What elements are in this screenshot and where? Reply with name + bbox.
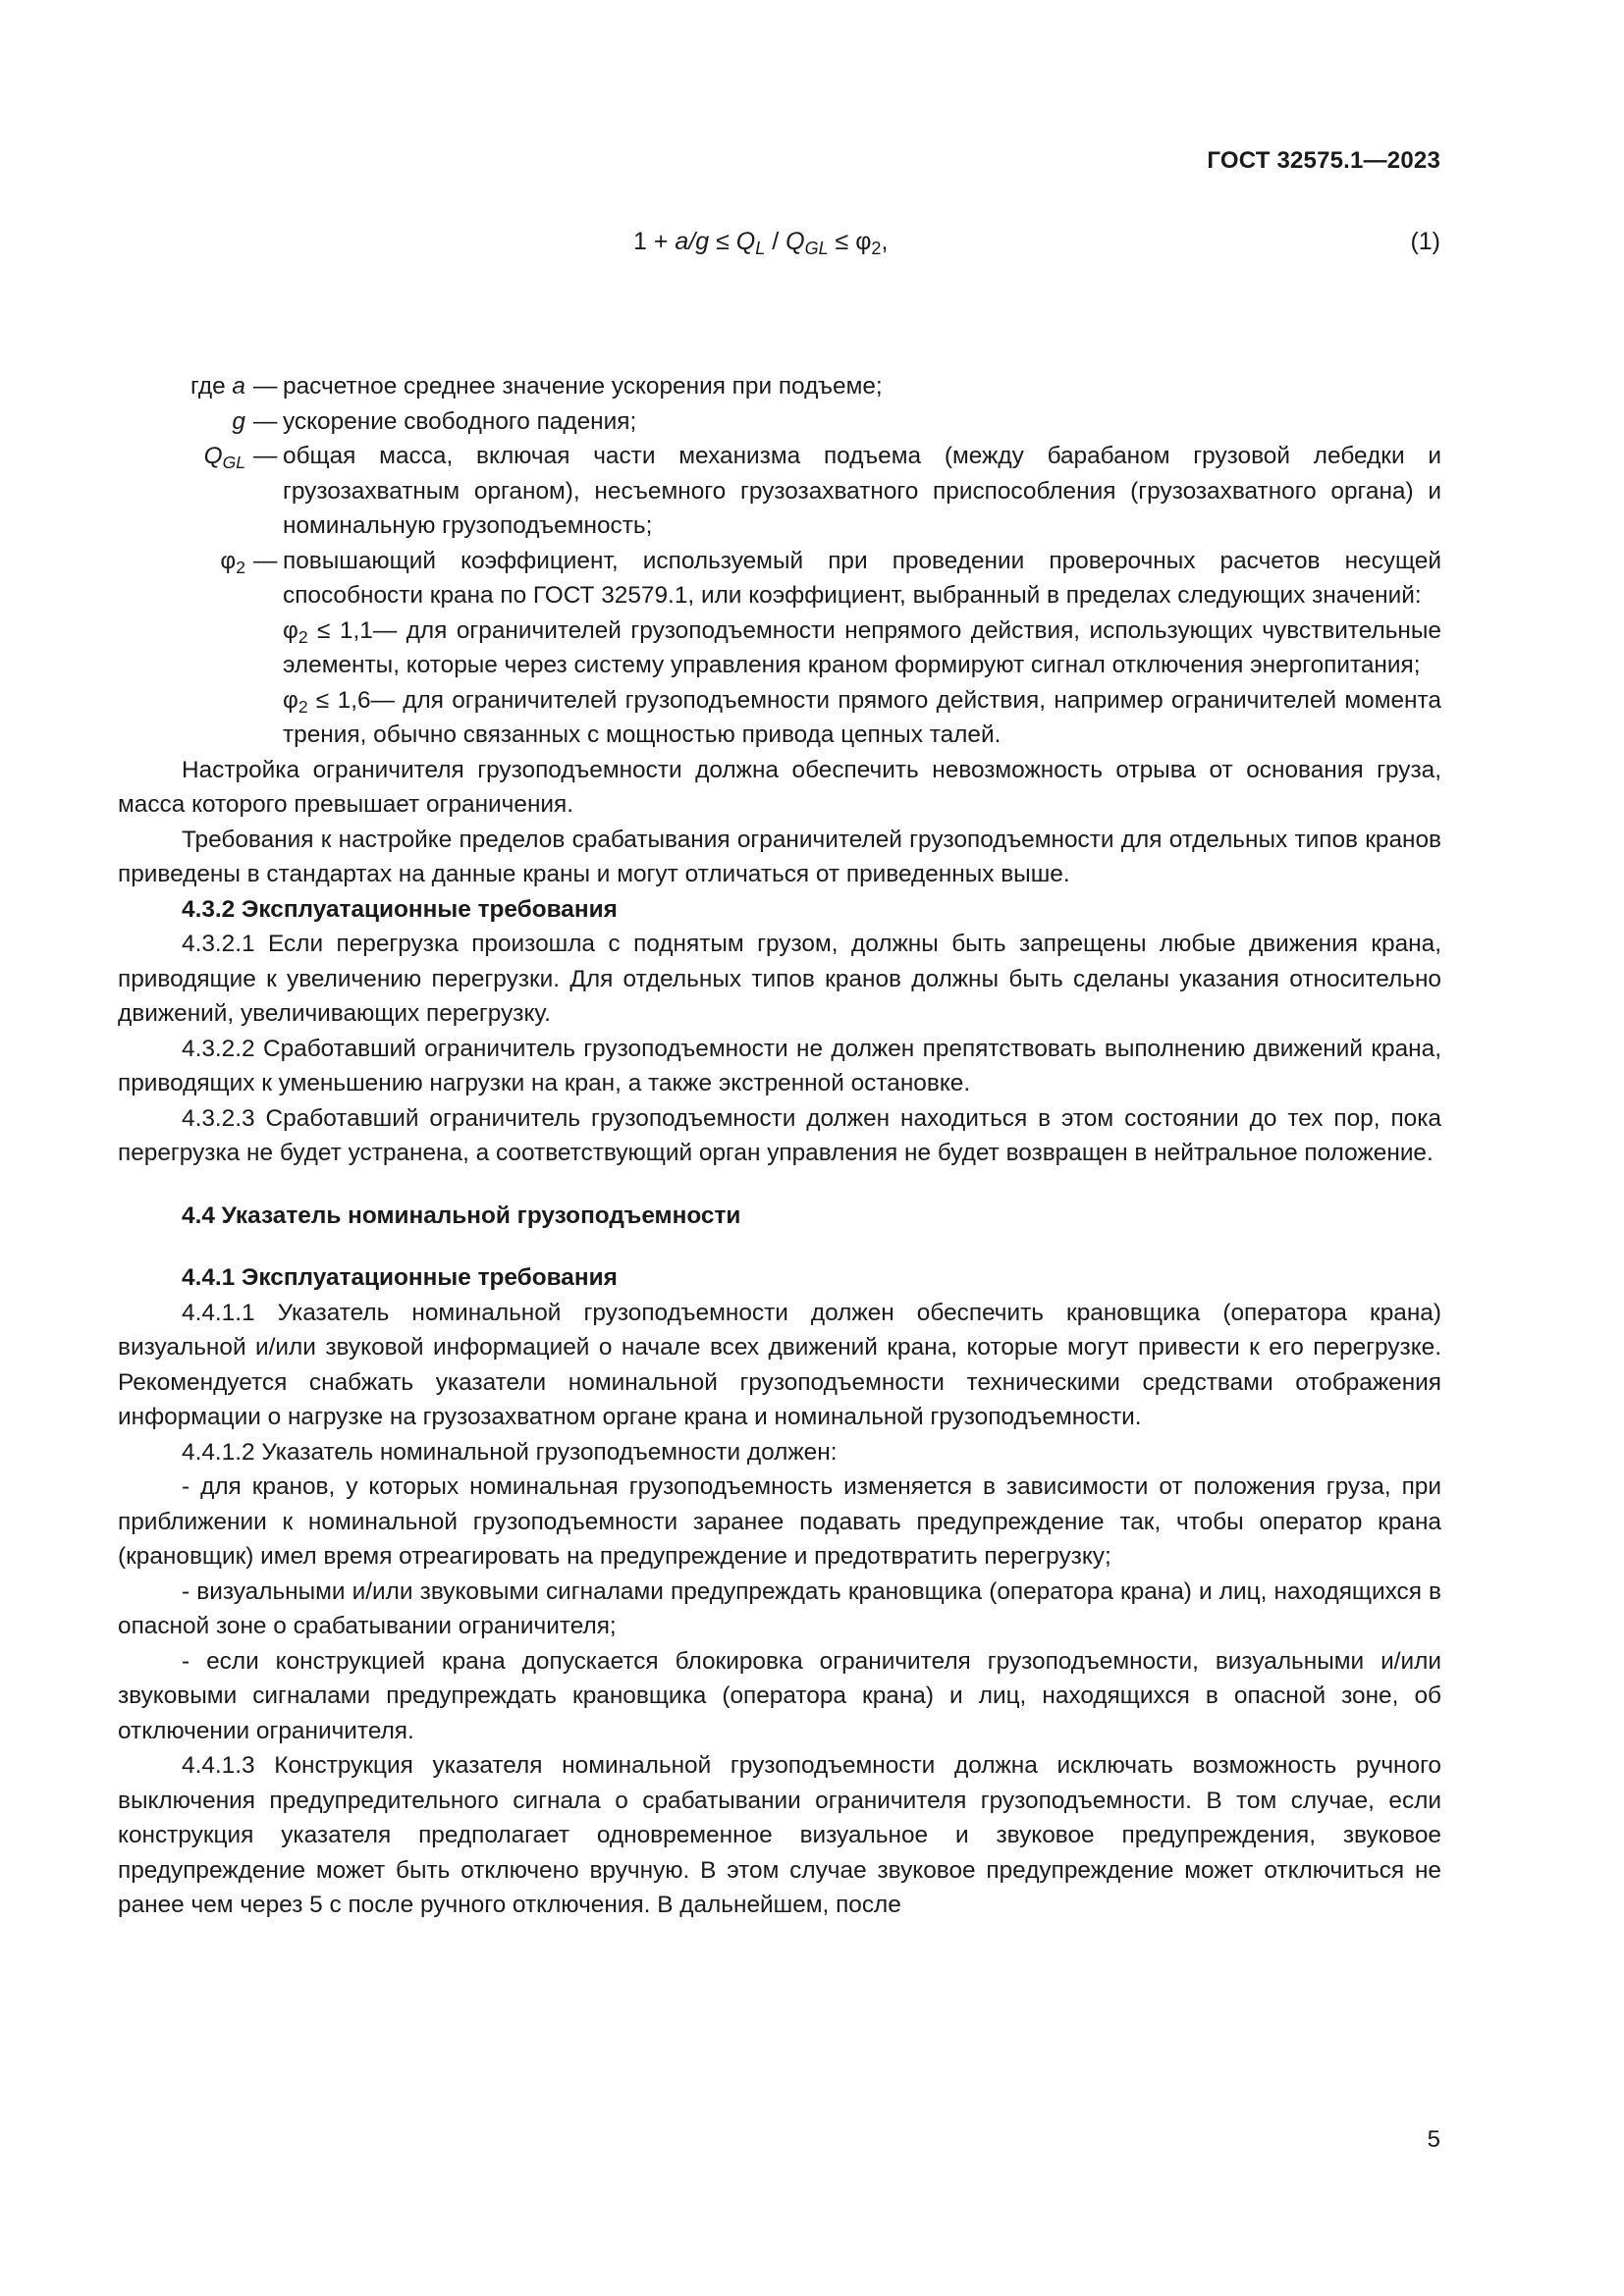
symbol-definitions (118, 369, 1441, 753)
formula-expression: $1 + a/g \le Q_L / Q_{GL} \le \varphi_2$, (633, 228, 889, 259)
phi-option-2: $\varphi_2$ ≤ 1,6— для ограничителей грузоподъемности прямого действия, например ограничителей момента трения, обычно связанных с мощностью привода цепных талей. (283, 686, 1441, 748)
paragraph-setting: Настройка ограничителя грузоподъемности должна обеспечить невозможность отрыва от основания груза, масса которого превышает ограничения. (118, 756, 1441, 818)
definition-a: где a — расчетное среднее значение ускорения при подъеме; (190, 373, 883, 400)
definition-phi2: $\varphi_2$ — повышающий коэффициент, используемый при проведении проверочных расчетов несущей способности крана по ГОСТ 32579.1, или коэффициент, выбранный в пределах следующих значений: $\varphi_2$ ≤ 1,1— для ограничителей грузоподъемности непрямого действия, использующих чувствительные элементы, которые через систему управления краном формируют сигнал отключения энергопитания; $\varphi_2$ ≤ 1,6— для ограничителей грузоподъемности прямого действия, например ограничителей момента трения, обычно связанных с мощностью привода цепных талей. (118, 544, 1441, 753)
heading-4-4-1: 4.4.1 Эксплуатационные требования (182, 1264, 618, 1291)
document-designation: ГОСТ 32575.1—2023 (1207, 147, 1440, 174)
paragraph-4-3-2-1: 4.3.2.1 Если перегрузка произошла с поднятым грузом, должны быть запрещены любые движения крана, приводящие к увеличению перегрузки. Для отдельных типов кранов должны быть сделаны указания относительно движений, увеличивающих перегрузку. (118, 931, 1441, 1027)
heading-4-3-2: 4.3.2 Эксплуатационные требования (182, 895, 618, 923)
formula-number: (1) (1410, 228, 1440, 255)
list-item-2: - визуальными и/или звуковыми сигналами предупреждать крановщика (оператора крана) и лиц, находящихся в опасной зоне о срабатывании ограничителя; (118, 1577, 1441, 1639)
paragraph-4-4-1-3: 4.4.1.3 Конструкция указателя номинальной грузоподъемности должна исключать возможность ручного выключения предупредительного сигнала о срабатывании ограничителя грузоподъемности. В том случае, если конструкция указателя предполагает одновременное визуальное и звуковое предупреждения, звуковое предупреждение может быть отключено вручную. В этом случае звуковое предупреждение может отключиться не ранее чем через 5 с после ручного отключения. В дальнейшем, после (118, 1752, 1441, 1918)
paragraph-limits: Требования к настройке пределов срабатывания ограничителей грузоподъемности для отдельных типов кранов приведены в стандартах на данные краны и могут отличаться от приведенных выше. (118, 826, 1441, 887)
paragraph-4-3-2-3: 4.3.2.3 Сработавший ограничитель грузоподъемности должен находиться в этом состоянии до тех пор, пока перегрузка не будет устранена, а соответствующий орган управления не будет возвращен в нейтральное положение. (118, 1104, 1441, 1166)
definition-g: g — ускорение свободного падения; (232, 407, 637, 435)
definition-qgl: $Q_{GL}$ — общая масса, включая части механизма подъема (между барабаном грузовой лебедки и грузозахватным органом), несъемного грузозахватного приспособления (грузозахватного органа) и номинальную грузоподъемность; (203, 443, 1441, 539)
list-item-1: - для кранов, у которых номинальная грузоподъемность изменяется в зависимости от положения груза, при приближении к номинальной грузоподъемности заранее подавать предупреждение так, чтобы оператор крана (крановщик) имел время отреагировать на предупреждение и предотвратить перегрузку; (118, 1473, 1441, 1570)
paragraph-4-3-2-2: 4.3.2.2 Сработавший ограничитель грузоподъемности не должен препятствовать выполнению движений крана, приводящих к уменьшению нагрузки на кран, а также экстренной остановке. (118, 1035, 1441, 1096)
page-number: 5 (1427, 2126, 1440, 2153)
heading-4-4: 4.4 Указатель номинальной грузоподъемности (182, 1201, 741, 1229)
paragraph-4-4-1-1: 4.4.1.1 Указатель номинальной грузоподъемности должен обеспечить крановщика (оператора крана) визуальной и/или звуковой информацией о начале всех движений крана, которые могут привести к его перегрузке. Рекомендуется снабжать указатели номинальной грузоподъемности техническими средствами отображения информации о нагрузке на грузозахватном органе крана и номинальной грузоподъемности. (118, 1299, 1441, 1430)
phi-option-1: $\varphi_2$ ≤ 1,1— для ограничителей грузоподъемности непрямого действия, использующих чувствительные элементы, которые через систему управления краном формируют сигнал отключения энергопитания; (283, 616, 1441, 678)
page-body (118, 369, 1441, 1923)
paragraph-4-4-1-2: 4.4.1.2 Указатель номинальной грузоподъемности должен: (182, 1438, 838, 1466)
list-item-3: - если конструкцией крана допускается блокировка ограничителя грузоподъемности, визуальными и/или звуковыми сигналами предупреждать крановщика (оператора крана) и лиц, находящихся в опасной зоне, об отключении ограничителя. (118, 1647, 1441, 1744)
